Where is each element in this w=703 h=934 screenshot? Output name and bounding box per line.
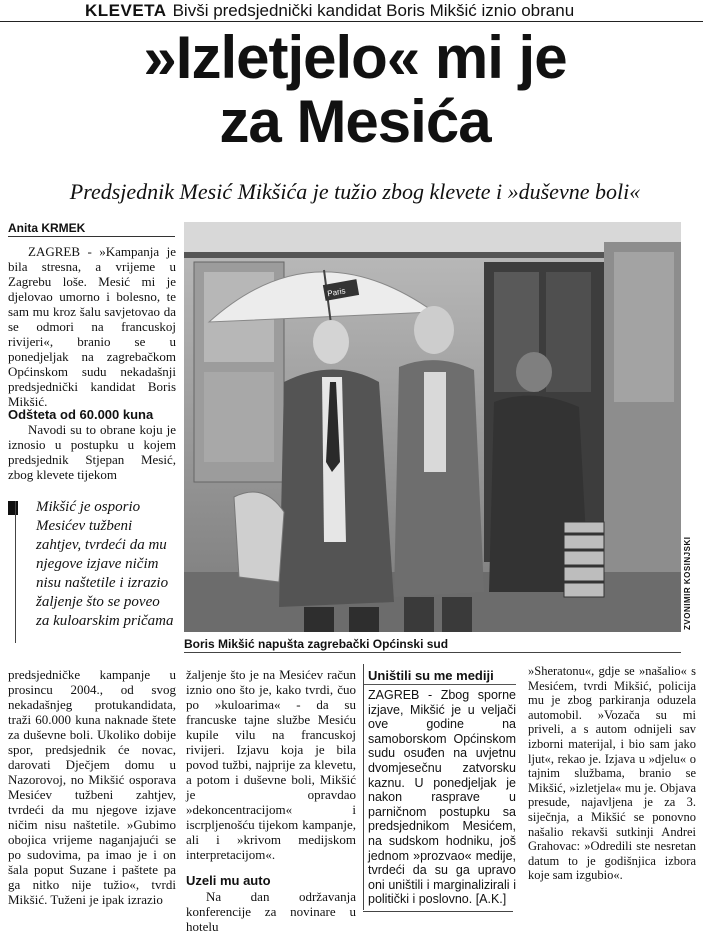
lead-paragraph: ZAGREB - »Kampanja je bila stresna, a vrijeme u Zagrebu loše. Mesić mi je djelovao umorno i bolesno, te sam mu kroz šalu savjetovao da se odmori na francuskoj rivijeri«, branio se u ponedjeljak na zagrebačkom Općinskom sudu nekadašnji predsjednički kandidat Boris Mikšić. <box>8 244 176 409</box>
column-4: »Sheratonu«, gdje se »našalio« s Mesićem, tvrdi Mikšić, policija mu je zbog parkiranja oduzela automobil. »Vozača su mi priveli, a s autom odnijeli sav izborni materijal, i bio sam jako ljut«, rekao je. Izjava u »djelu« o tajnim službama, branio se Mikšić, »izletjela« mu je. Objava presude, najavljena je za 3. siječnja, a Mikšić se ponovno našalio rekavši sutkinji Andrei Grahovac: »Odredili ste nesretan datum to je godišnjica izbora koje sam izgubio«. <box>528 664 696 883</box>
headline-line-2: za Mesića <box>219 88 491 155</box>
headline-line-1: »Izletjelo« mi je <box>143 24 567 91</box>
byline: Anita KRMEK <box>8 221 86 235</box>
umbrella-logo: Paris <box>326 286 347 299</box>
paragraph-2: Navodi su to obrane koju je iznosio u postupku u kojem predsjednik Stjepan Mesić, zbog klevete tijekom <box>8 422 176 482</box>
photo-caption: Boris Mikšić napušta zagrebački Općinski sud <box>184 637 449 651</box>
byline-rule <box>8 236 175 237</box>
sidebar-box-rule <box>364 684 516 685</box>
column-2: žaljenje što je na Mesićev račun iznio ono što je, kako tvrdi, čuo po »kuloarima« - da su francuske tajne službe Mesiću kupile vilu na francuskoj rivijeri. Izjavu koja je bila povod tužbi, najprije za klevetu, a potom i duševne boli, Mikšić je opravdao »dekoncentracijom« i iscrpljenošću tijekom kampanje, ali i »krivom medijskom interpretacijom«. <box>186 667 356 862</box>
sidebar-box-title: Uništili su me mediji <box>368 668 494 683</box>
subheadline: Predsjednik Mesić Mikšića je tužio zbog klevete i »duševne boli« <box>69 179 641 204</box>
pullquote-marker <box>8 501 18 515</box>
news-photo <box>184 222 681 632</box>
photo-credit-text: ZVONIMIR KOSINJSKI <box>683 536 692 630</box>
column-2-continued: Na dan održavanja konferencije za novinare u hotelu <box>186 889 356 934</box>
column-1: predsjedničke kampanje u prosincu 2004., od svog nekadašnjeg protukandidata, traži 60.000 kuna naknade štete za duševne boli. Ukoliko dobije spor, predsjednik će novac, darovati Dječjem domu u Nazorovoj, no Mikšić osporava Mesićev tužbeni zahtjev, tvrdeći da mu njegove izjave ničim nisu naštetile. »Gubimo obojica vrijeme naganjajući se po sudovima, pa imao je i on šala poput Suzane i paštete pa ga nitko nije tužio«, tvrdi Mikšić. Tuženi je ipak izrazio <box>8 667 176 907</box>
headline <box>40 26 670 154</box>
kicker-text: Bivši predsjednički kandidat Boris Mikšić iznio obranu <box>172 1 575 20</box>
kicker-rule <box>0 21 703 22</box>
sidebar-box-text: ZAGREB - Zbog sporne izjave, Mikšić je u veljači ove godine na samoborskom Općinskom sudu osuđen na uvjetnu dvomjesečnu zatvorsku kaznu. U ponedjeljak je nakon rasprave u parničnom postupku sa predsjednikom Mesićem, na sudskom hodniku, još jednom »prozvao« medije, tvrdeći da su ga upravo oni uništili i marginalizirali i politički i poslovno. [A.K.] <box>368 688 516 907</box>
pullquote: Mikšić je osporio Mesićev tužbeni zahtjev, tvrdeći da mu njegove izjave ničim nisu naštetile i izrazio žaljenje što se poveo za kuloarskim pričama <box>36 499 174 629</box>
subtitle-car: Uzeli mu auto <box>186 873 271 888</box>
kicker <box>85 0 695 22</box>
photo-illustration <box>184 222 681 632</box>
caption-rule <box>184 652 681 653</box>
pullquote-line <box>15 501 16 643</box>
photo-credit <box>683 500 701 630</box>
sidebar-bottom-rule <box>363 911 513 912</box>
subtitle-compensation: Odšteta od 60.000 kuna <box>8 407 154 422</box>
kicker-tag: KLEVETA <box>85 1 167 20</box>
